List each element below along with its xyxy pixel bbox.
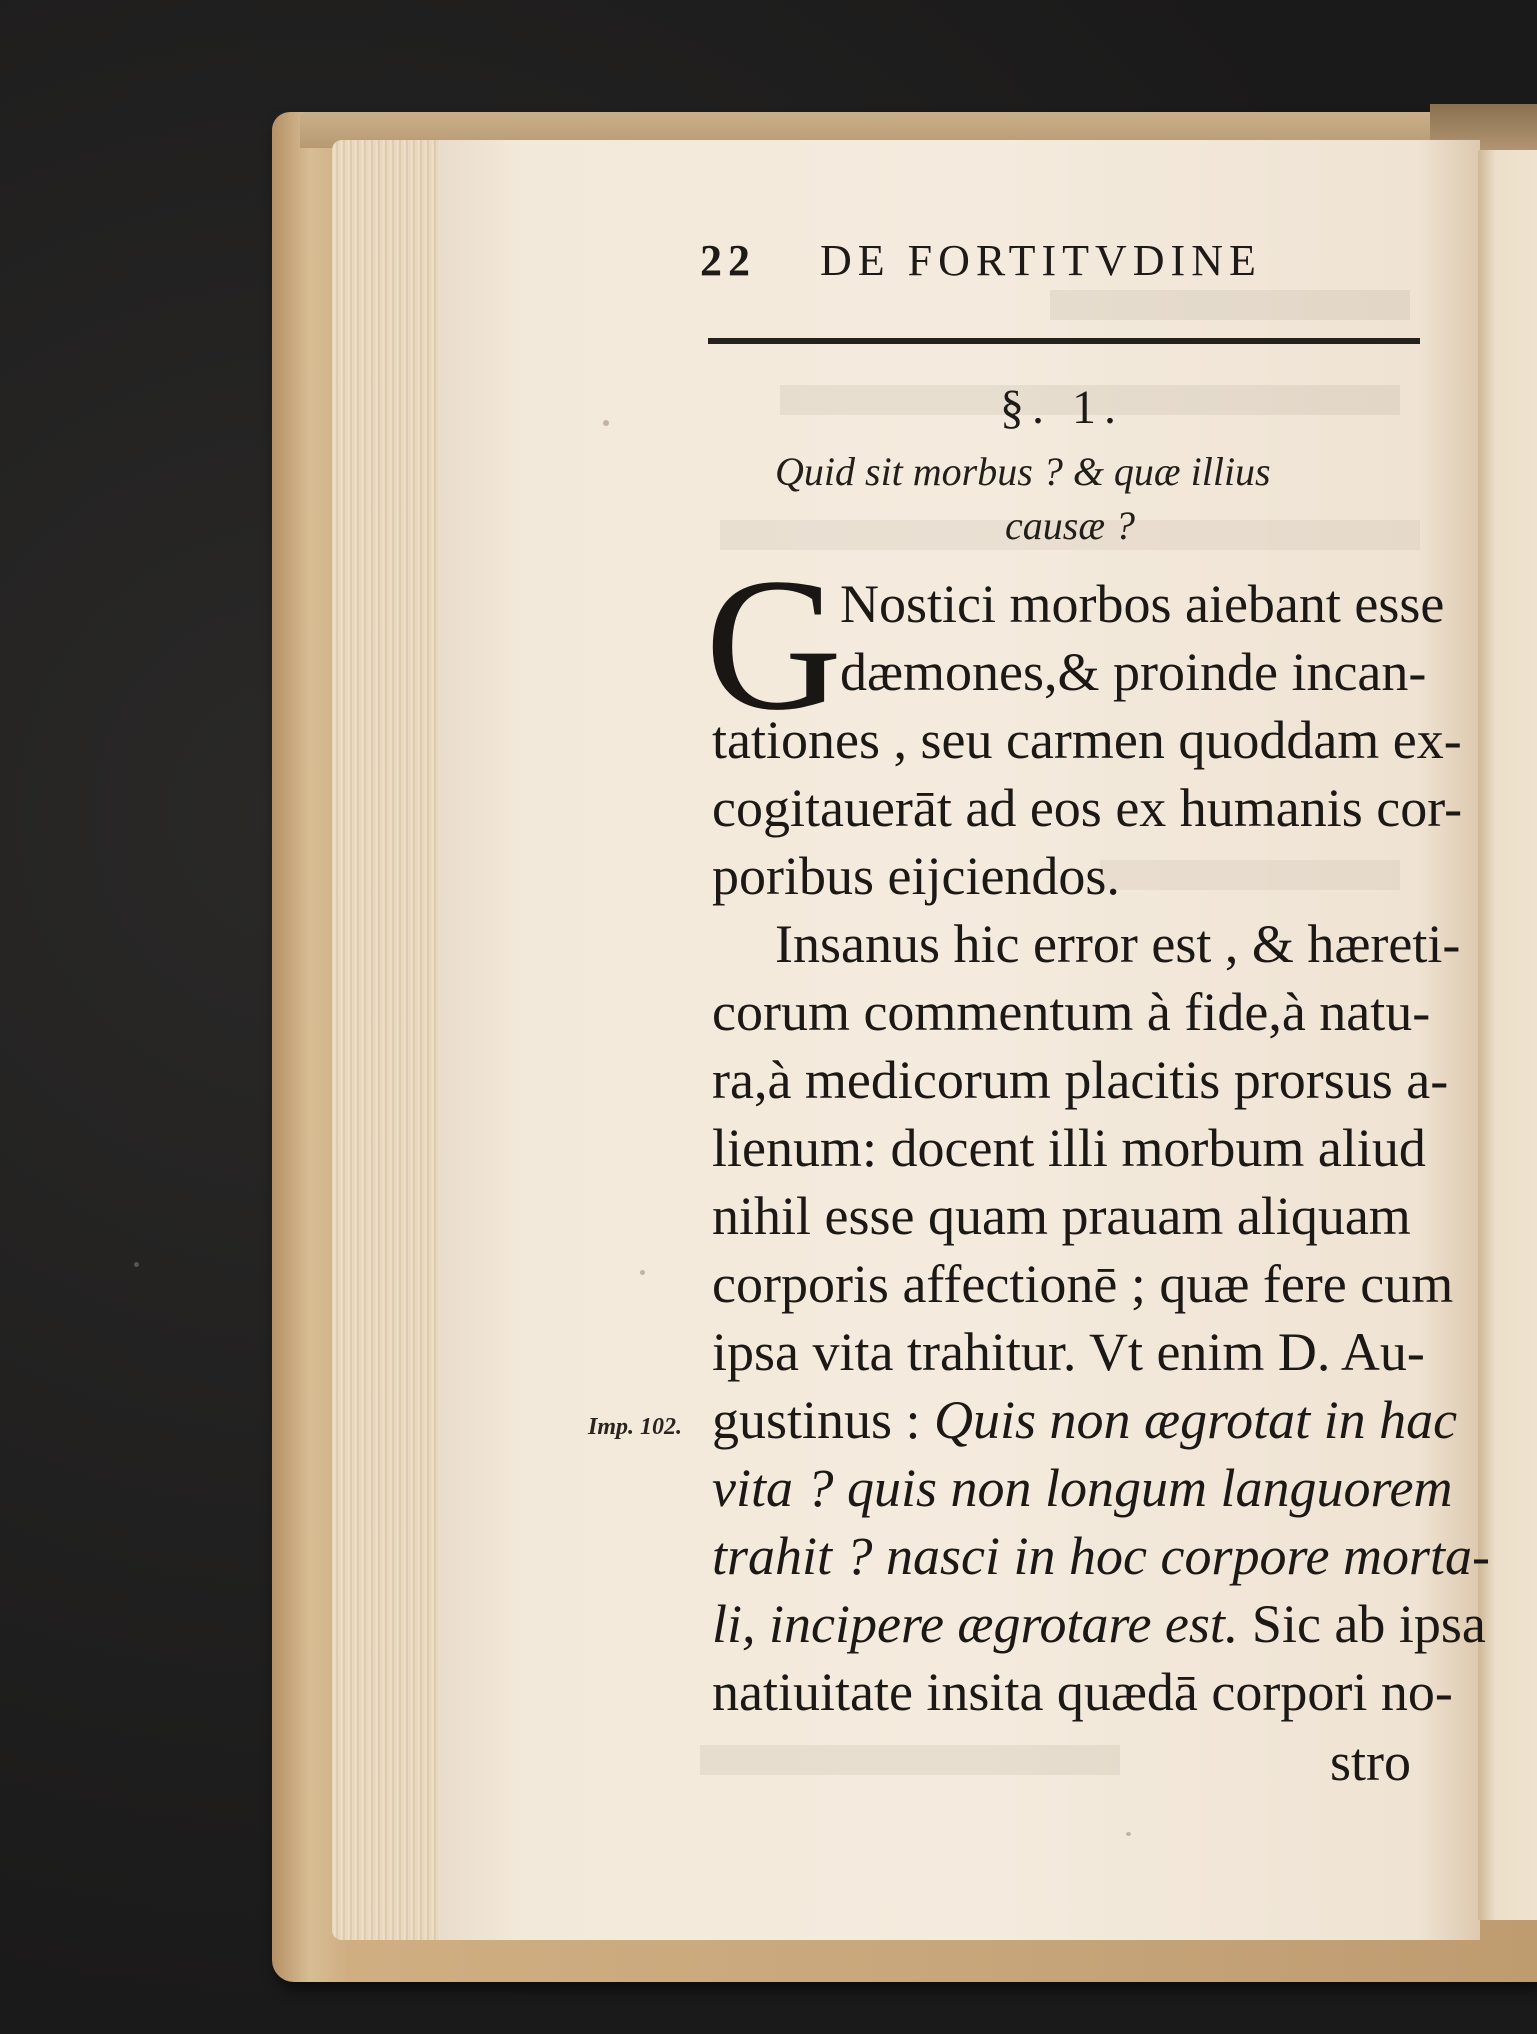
section-heading: Quid sit morbus ? & quæ illius: [775, 449, 1271, 494]
text-italic: Quis non ægrotat in hac: [934, 1390, 1458, 1450]
text-line: lienum: docent illi morbum aliud: [712, 1118, 1426, 1178]
head-rule: [708, 338, 1420, 344]
section-mark: §. 1.: [1000, 381, 1124, 434]
paper-speck: [640, 1270, 645, 1275]
text-line: corum commentum à fide,à natu-: [712, 982, 1431, 1042]
text-line: natiuitate insita quædā corpori no-: [712, 1662, 1453, 1722]
dust-speck: [134, 1262, 139, 1267]
text-line: nihil esse quam prauam aliquam: [712, 1186, 1411, 1246]
running-title: DE FORTITVDINE: [820, 236, 1262, 285]
drop-cap: G: [705, 540, 843, 750]
margin-note: Imp. 102.: [588, 1414, 683, 1440]
text-line-mixed: [712, 1388, 1457, 1452]
show-through-mark: [700, 1745, 1120, 1775]
text-line: ipsa vita trahitur. Vt enim D. Au-: [712, 1322, 1425, 1382]
text-line: corporis affectionē ; quæ fere cum: [712, 1254, 1454, 1314]
running-head: [700, 235, 1320, 295]
facing-page-edge: [1478, 150, 1537, 1920]
text-line-italic: vita ? quis non longum languorem: [712, 1458, 1453, 1518]
catchword: stro: [1330, 1732, 1411, 1792]
text-line: dæmones,& proinde incan-: [840, 642, 1427, 702]
text-line: tationes , seu carmen quoddam ex-: [712, 710, 1462, 770]
show-through-mark: [1100, 860, 1400, 890]
paper-speck: [603, 420, 609, 426]
text-line: Nostici morbos aiebant esse: [840, 574, 1445, 634]
text-line: ra,à medicorum placitis prorsus a-: [712, 1050, 1449, 1110]
section-heading-continued: causæ ?: [1005, 503, 1135, 548]
text-line: poribus eijciendos.: [712, 846, 1120, 906]
page-fore-edge: [332, 140, 452, 1940]
page-number: 22: [700, 236, 756, 285]
text-line: Insanus hic error est , & hæreti-: [775, 914, 1461, 974]
text-roman: gustinus :: [712, 1390, 935, 1450]
text-line-mixed: [712, 1592, 1486, 1656]
text-roman: Sic ab ipsa: [1238, 1594, 1486, 1654]
text-line: cogitauerāt ad eos ex humanis cor-: [712, 778, 1463, 838]
text-line-italic: trahit ? nasci in hoc corpore morta-: [712, 1526, 1490, 1586]
paper-speck: [1126, 1832, 1131, 1836]
text-italic: li, incipere ægrotare est.: [712, 1594, 1239, 1654]
